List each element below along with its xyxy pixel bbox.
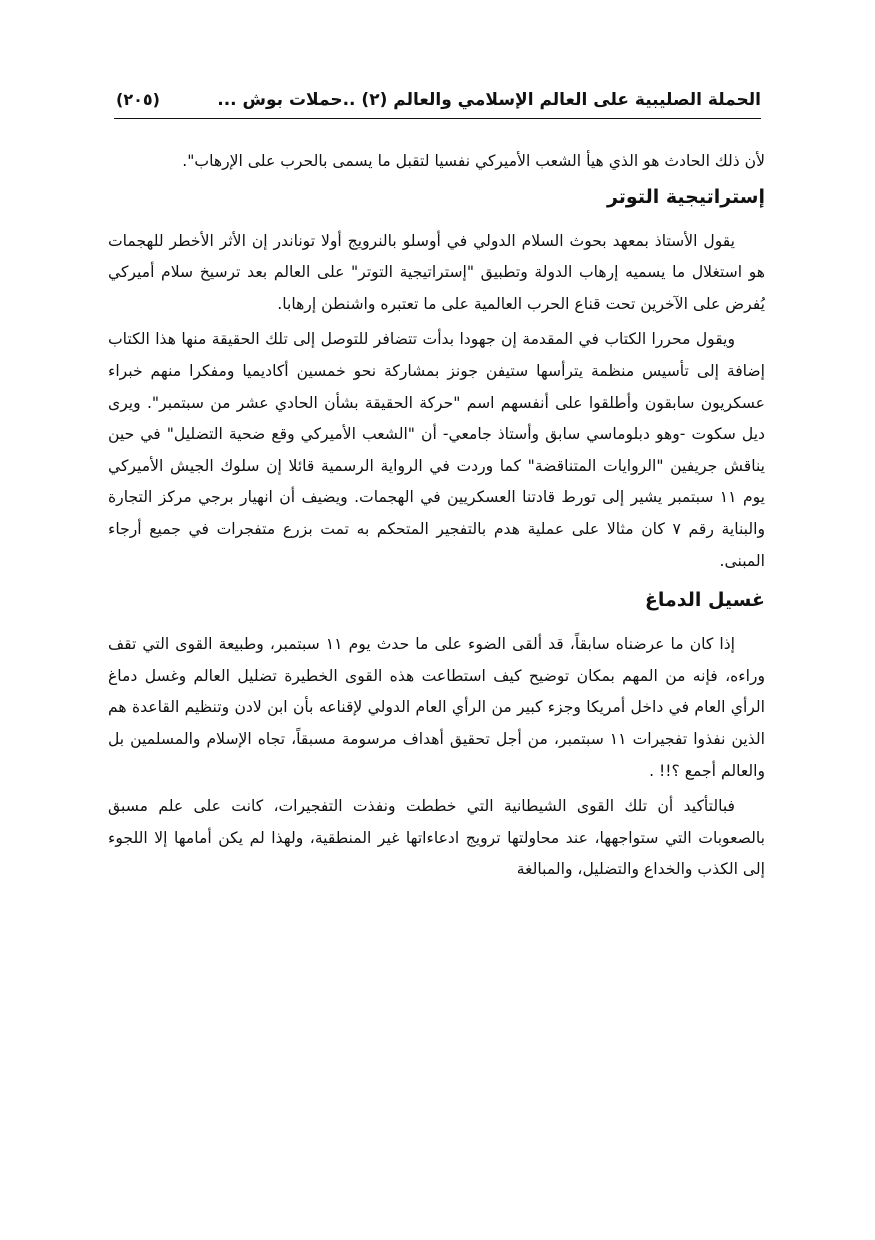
header-title: الحملة الصليبية على العالم الإسلامي والعالم (٢) ..حملات بوش ... <box>217 90 761 110</box>
running-header <box>114 88 761 119</box>
paragraph: فبالتأكيد أن تلك القوى الشيطانية التي خططت ونفذت التفجيرات، كانت على علم مسبق بالصعوبات التي ستواجهها، عند محاولتها ترويج ادعاءاتها غير المنطقية، ولهذا لم يكن أمامها إلا اللجوء إلى الكذب والخداع والتضليل، والمبالغة <box>108 797 765 879</box>
page-body <box>108 146 765 886</box>
page-number: (٢٠٥) <box>116 90 160 109</box>
section-heading-tension-strategy: إستراتيجية التوتر <box>606 185 765 208</box>
section-heading-brainwashing: غسيل الدماغ <box>644 589 765 612</box>
paragraph: إذا كان ما عرضناه سابقاً، قد ألقى الضوء على ما حدث يوم ١١ سبتمبر، وطبيعة القوى التي تقف وراءه، فإنه من المهم بمكان توضيح كيف استطاعت هذه القوى الخطيرة تضليل العالم وغسل دماغ الرأي العام في داخل أمريكا وجزء كبير من الرأي العام الدولي لإقناعه بأن ابن لادن وتنظيم القاعدة هم الذين نفذوا تفجيرات ١١ سبتمبر، من أجل تحقيق أهداف مرسومة مسبقاً، تجاه الإسلام والمسلمين بل والعالم أجمع ؟!! . <box>108 635 766 780</box>
paragraph: ويقول محررا الكتاب في المقدمة إن جهودا بدأت تتضافر للتوصل إلى تلك الحقيقة منها هذا الكتاب إضافة إلى تأسيس منظمة يترأسها ستيفن جونز بمشاركة نحو خمسين أكاديميا ومفكرا منهم خبراء عسكريون سابقون وأطلقوا على أنفسهم اسم "حركة الحقيقة بشأن الحادي عشر من سبتمبر". ويرى ديل سكوت -وهو دبلوماسي سابق وأستاذ جامعي- أن "الشعب الأميركي وقع ضحية التضليل" في حين يناقش جريفين "الروايات المتناقضة" كما وردت في الرواية الرسمية قائلا إن سلوك الجيش الأميركي يوم ١١ سبتمبر يشير إلى تورط قادتنا العسكريين في الهجمات. ويضيف أن انهيار برجي مركز التجارة والبناية رقم ٧ كان مثالا على عملية هدم بالتفجير المتحكم به تمت بزرع متفجرات في جميع أرجاء المبنى. <box>108 330 766 570</box>
intro-paragraph: لأن ذلك الحادث هو الذي هيأ الشعب الأميركي نفسيا لتقبل ما يسمى بالحرب على الإرهاب". <box>182 152 765 170</box>
paragraph: يقول الأستاذ بمعهد بحوث السلام الدولي في أوسلو بالنرويج أولا توناندر إن الأثر الأخطر للهجمات هو استغلال ما يسميه إرهاب الدولة وتطبيق "إستراتيجية التوتر" على العالم بعد ترسيخ سلام أميركي يُفرض على الآخرين تحت قناع الحرب العالمية على ما تعتبره واشنطن إرهابا. <box>108 231 765 313</box>
